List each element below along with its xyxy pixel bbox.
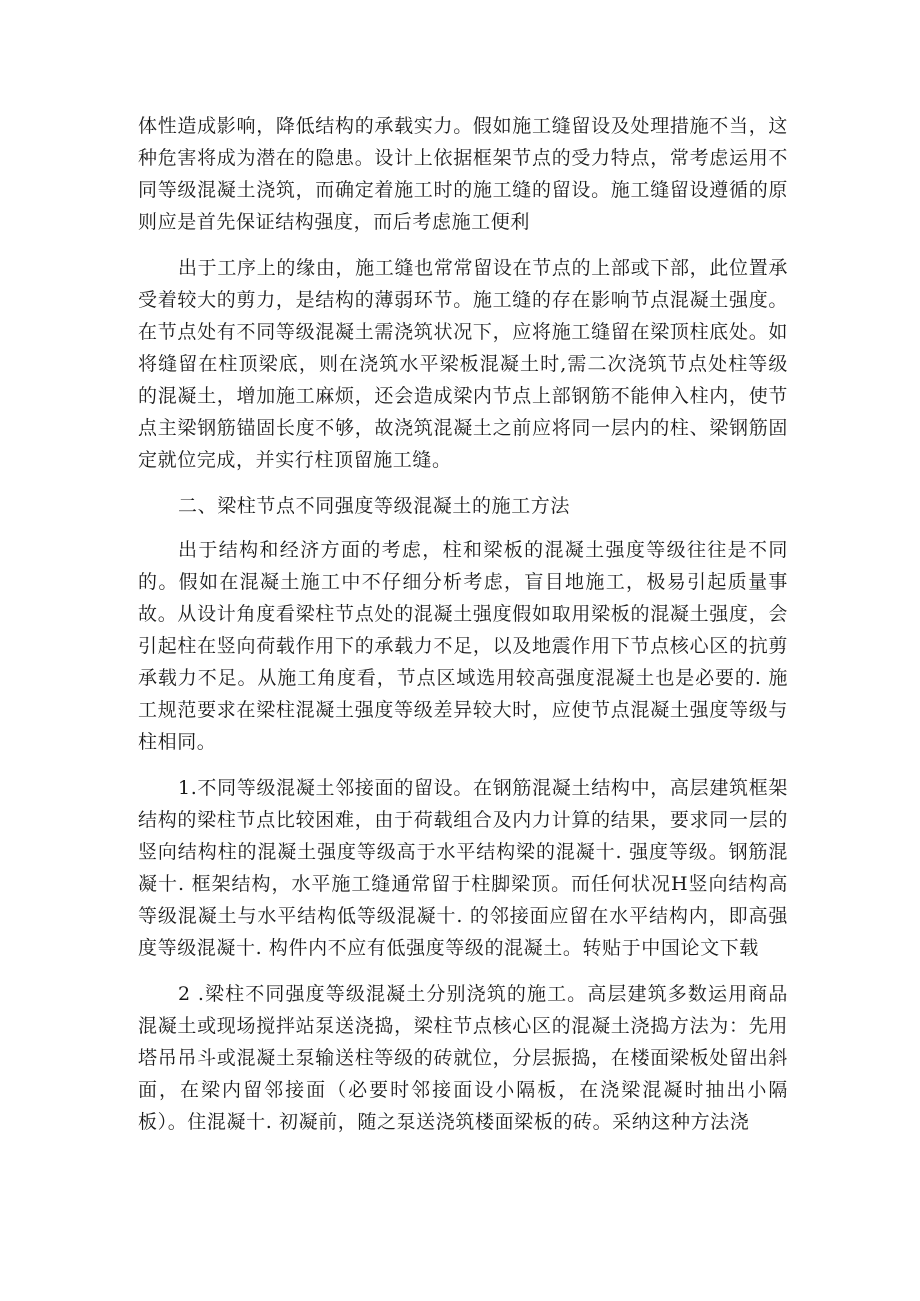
paragraph-5: 2 .梁柱不同强度等级混凝土分别浇筑的施工。高层建筑多数运用商品混凝土或现场搅拌站泵送浇捣，梁柱节点核心区的混凝土浇捣方法为：先用塔吊吊斗或混凝土泵输送柱等级的砖就位，分层振捣，在楼面梁板处留出斜面，在梁内留邻接面（必要时邻接面设小隔板，在浇梁混凝时抽出小隔板）。住混凝十. 初凝前，随之泵送浇筑楼面梁板的砖。采纳这种方法浇 (138, 983, 788, 1133)
paragraph-2: 出于工序上的缘由，施工缝也常常留设在节点的上部或下部，此位置承受着较大的剪力，是结构的薄弱环节。施工缝的存在影响节点混凝土强度。在节点处有不同等级混凝土需浇筑状况下，应将施工缝留在梁顶柱底处。如将缝留在柱顶梁底，则在浇筑水平梁板混凝土时,需二次浇筑节点处柱等级的混凝土，增加施工麻烦，还会造成梁内节点上部钢筋不能伸入柱内，使节点主梁钢筋锚固长度不够，故浇筑混凝土之前应将同一层内的柱、梁钢筋固定就位完成，并实行柱顶留施工缝。 (138, 257, 788, 471)
document-page (138, 110, 788, 1152)
section-heading: 二、梁柱节点不同强度等级混凝土的施工方法 (178, 495, 571, 517)
paragraph-4: 1.不同等级混凝土邻接面的留设。在钢筋混凝土结构中，高层建筑框架结构的梁柱节点比较困难，由于荷载组合及内力计算的结果，要求同一层的竖向结构柱的混凝土强度等级高于水平结构梁的混凝十. 强度等级。钢筋混凝十. 框架结构，水平施工缝通常留于柱脚梁顶。而任何状况H竖向结构高等级混凝土与水平结构低等级混凝十. 的邻接面应留在水平结构内，即高强度等级混凝十. 构件内不应有低强度等级的混凝土。转贴于中国论文下载 (138, 777, 788, 959)
paragraph-1: 体性造成影响，降低结构的承载实力。假如施工缝留设及处理措施不当，这种危害将成为潜在的隐患。设计上依据框架节点的受力特点，常考虑运用不同等级混凝土浇筑，而确定着施工时的施工缝的留设。施工缝留设遵循的原则应是首先保证结构强度，而后考虑施工便利 (138, 115, 788, 233)
paragraph-3: 出于结构和经济方面的考虑，柱和梁板的混凝土强度等级往往是不同的。假如在混凝土施工中不仔细分析考虑，盲目地施工，极易引起质量事故。从设计角度看梁柱节点处的混凝土强度假如取用梁板的混凝土强度，会引起柱在竖向荷载作用下的承载力不足，以及地震作用下节点核心区的抗剪承载力不足。从施工角度看，节点区域选用较高强度混凝土也是必要的. 施工规范要求在梁柱混凝土强度等级差异较大时，应使节点混凝土强度等级与柱相同。 (138, 539, 788, 753)
